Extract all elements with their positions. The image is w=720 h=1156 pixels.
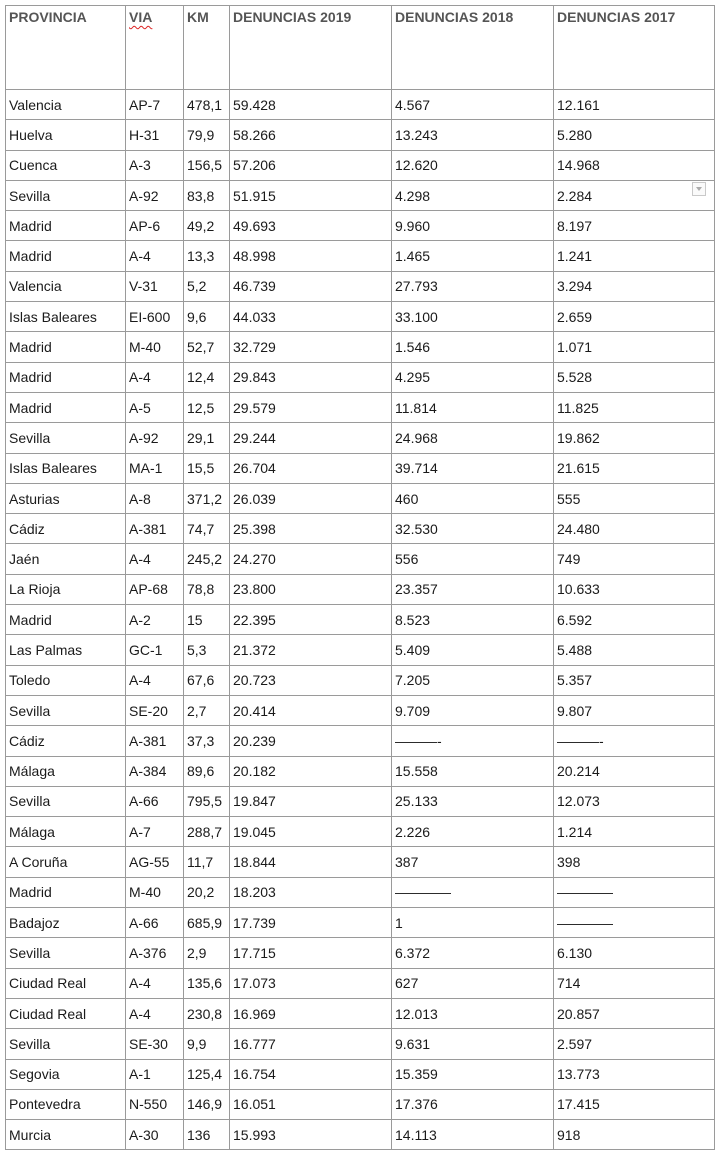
cell-km[interactable]: 15,5 [184, 453, 230, 483]
cell-via[interactable]: A-4 [126, 968, 184, 998]
header-denuncias-2018[interactable]: DENUNCIAS 2018 [392, 6, 554, 90]
table-row [6, 514, 715, 544]
cell-km[interactable]: 146,9 [184, 1089, 230, 1119]
cell-provincia[interactable]: Málaga [6, 756, 126, 786]
cell-via[interactable]: A-3 [126, 150, 184, 180]
cell-denuncias-2019[interactable]: 48.998 [230, 241, 392, 271]
table-row [6, 483, 715, 513]
cell-denuncias-2017[interactable]: 20.214 [554, 756, 715, 786]
cell-provincia[interactable]: Pontevedra [6, 1089, 126, 1119]
cell-denuncias-2018[interactable]: 4.298 [392, 180, 554, 210]
cell-denuncias-2018[interactable]: 13.243 [392, 120, 554, 150]
cell-provincia[interactable]: Cádiz [6, 726, 126, 756]
cell-denuncias-2019[interactable]: 32.729 [230, 332, 392, 362]
cell-via[interactable]: SE-30 [126, 1029, 184, 1059]
cell-denuncias-2019[interactable]: 17.715 [230, 938, 392, 968]
cell-denuncias-2017[interactable]: 12.161 [554, 90, 715, 120]
table-row [6, 302, 715, 332]
table-row [6, 877, 715, 907]
cell-provincia[interactable]: Madrid [6, 392, 126, 422]
table-row [6, 1029, 715, 1059]
cell-provincia[interactable]: Sevilla [6, 695, 126, 725]
cell-provincia[interactable]: Toledo [6, 665, 126, 695]
cell-denuncias-2019[interactable]: 58.266 [230, 120, 392, 150]
cell-denuncias-2017[interactable]: 10.633 [554, 574, 715, 604]
table-row [6, 332, 715, 362]
table-row [6, 665, 715, 695]
cell-denuncias-2019[interactable]: 23.800 [230, 574, 392, 604]
cell-km[interactable]: 136 [184, 1120, 230, 1150]
cell-via[interactable]: A-4 [126, 362, 184, 392]
cell-provincia[interactable]: Madrid [6, 362, 126, 392]
cell-denuncias-2018[interactable]: 23.357 [392, 574, 554, 604]
cell-denuncias-2018[interactable]: 460 [392, 483, 554, 513]
cell-denuncias-2017[interactable]: 555 [554, 483, 715, 513]
cell-km[interactable]: 5,2 [184, 271, 230, 301]
cell-denuncias-2018[interactable]: 27.793 [392, 271, 554, 301]
cell-denuncias-2019[interactable]: 44.033 [230, 302, 392, 332]
table-row [6, 998, 715, 1028]
cell-km[interactable]: 288,7 [184, 817, 230, 847]
cell-denuncias-2019[interactable]: 51.915 [230, 180, 392, 210]
cell-via[interactable]: EI-600 [126, 302, 184, 332]
cell-provincia[interactable]: Murcia [6, 1120, 126, 1150]
cell-denuncias-2017[interactable]: 14.968 [554, 150, 715, 180]
cell-denuncias-2018[interactable]: 9.631 [392, 1029, 554, 1059]
cell-km[interactable]: 37,3 [184, 726, 230, 756]
cell-km[interactable]: 67,6 [184, 665, 230, 695]
cell-denuncias-2018[interactable]: 8.523 [392, 605, 554, 635]
table-row [6, 1120, 715, 1150]
cell-denuncias-2018[interactable]: 14.113 [392, 1120, 554, 1150]
cell-denuncias-2017[interactable]: 6.592 [554, 605, 715, 635]
cell-km[interactable]: 245,2 [184, 544, 230, 574]
cell-denuncias-2019[interactable]: 16.969 [230, 998, 392, 1028]
cell-denuncias-2018[interactable]: 1 [392, 908, 554, 938]
cell-denuncias-2019[interactable]: 21.372 [230, 635, 392, 665]
cell-denuncias-2017[interactable]: 19.862 [554, 423, 715, 453]
cell-via[interactable]: A-4 [126, 544, 184, 574]
cell-denuncias-2019[interactable]: 59.428 [230, 90, 392, 120]
cell-denuncias-2017[interactable]: 9.807 [554, 695, 715, 725]
table-row [6, 756, 715, 786]
cell-via[interactable]: A-4 [126, 665, 184, 695]
cell-provincia[interactable]: Madrid [6, 877, 126, 907]
cell-provincia[interactable]: Islas Baleares [6, 302, 126, 332]
header-denuncias-2019[interactable]: DENUNCIAS 2019 [230, 6, 392, 90]
table-row [6, 786, 715, 816]
cell-via[interactable]: M-40 [126, 877, 184, 907]
cell-denuncias-2017[interactable]: 17.415 [554, 1089, 715, 1119]
cell-denuncias-2018[interactable]: 9.960 [392, 211, 554, 241]
cell-via[interactable]: A-4 [126, 998, 184, 1028]
cell-denuncias-2017[interactable]: 12.073 [554, 786, 715, 816]
cell-denuncias-2019[interactable]: 26.704 [230, 453, 392, 483]
cell-via[interactable]: A-381 [126, 726, 184, 756]
cell-via[interactable]: SE-20 [126, 695, 184, 725]
cell-provincia[interactable]: Ciudad Real [6, 968, 126, 998]
cell-km[interactable]: 2,7 [184, 695, 230, 725]
cell-km[interactable]: 2,9 [184, 938, 230, 968]
cell-denuncias-2017[interactable]: 3.294 [554, 271, 715, 301]
cell-provincia[interactable]: Madrid [6, 332, 126, 362]
cell-denuncias-2019[interactable]: 17.739 [230, 908, 392, 938]
cell-provincia[interactable]: Sevilla [6, 180, 126, 210]
table-row [6, 453, 715, 483]
table-row [6, 1089, 715, 1119]
table-row [6, 938, 715, 968]
cell-denuncias-2019[interactable]: 46.739 [230, 271, 392, 301]
table-row [6, 120, 715, 150]
cell-via[interactable]: A-7 [126, 817, 184, 847]
table-row [6, 817, 715, 847]
cell-km[interactable]: 83,8 [184, 180, 230, 210]
cell-denuncias-2017[interactable]: 1.071 [554, 332, 715, 362]
cell-denuncias-2018[interactable]: 556 [392, 544, 554, 574]
cell-km[interactable]: 685,9 [184, 908, 230, 938]
cell-denuncias-2018[interactable]: 33.100 [392, 302, 554, 332]
header-denuncias-2017[interactable]: DENUNCIAS 2017 [554, 6, 715, 90]
cell-via[interactable]: A-4 [126, 241, 184, 271]
cell-km[interactable]: 156,5 [184, 150, 230, 180]
cell-provincia[interactable]: Sevilla [6, 423, 126, 453]
cell-denuncias-2018[interactable]: 15.558 [392, 756, 554, 786]
cell-denuncias-2017[interactable]: 2.597 [554, 1029, 715, 1059]
table-body [6, 90, 715, 1150]
cell-denuncias-2019[interactable]: 17.073 [230, 968, 392, 998]
cell-km[interactable]: 74,7 [184, 514, 230, 544]
cell-provincia[interactable]: Huelva [6, 120, 126, 150]
table-row [6, 574, 715, 604]
cell-denuncias-2018[interactable]: ———- [392, 726, 554, 756]
cell-km[interactable]: 5,3 [184, 635, 230, 665]
cell-denuncias-2019[interactable]: 19.045 [230, 817, 392, 847]
cell-denuncias-2017[interactable]: 13.773 [554, 1059, 715, 1089]
cell-km[interactable]: 135,6 [184, 968, 230, 998]
cell-via[interactable]: A-1 [126, 1059, 184, 1089]
cell-denuncias-2017[interactable]: 5.528 [554, 362, 715, 392]
cell-provincia[interactable]: Madrid [6, 241, 126, 271]
header-km[interactable]: KM [184, 6, 230, 90]
cell-denuncias-2017[interactable]: 20.857 [554, 998, 715, 1028]
cell-denuncias-2017[interactable]: ———— [554, 908, 715, 938]
cell-via[interactable]: A-381 [126, 514, 184, 544]
cell-denuncias-2018[interactable]: 1.546 [392, 332, 554, 362]
header-via[interactable] [126, 6, 184, 90]
cell-denuncias-2017[interactable]: 749 [554, 544, 715, 574]
cell-via[interactable]: A-92 [126, 423, 184, 453]
cell-km[interactable]: 125,4 [184, 1059, 230, 1089]
cell-denuncias-2018[interactable]: 7.205 [392, 665, 554, 695]
table-row [6, 423, 715, 453]
cell-denuncias-2019[interactable]: 20.414 [230, 695, 392, 725]
cell-denuncias-2018[interactable]: 25.133 [392, 786, 554, 816]
table-row [6, 392, 715, 422]
cell-via[interactable]: AP-7 [126, 90, 184, 120]
table-row [6, 695, 715, 725]
table-row [6, 180, 715, 210]
cell-km[interactable]: 20,2 [184, 877, 230, 907]
cell-provincia[interactable]: Sevilla [6, 938, 126, 968]
cell-provincia[interactable]: A Coruña [6, 847, 126, 877]
cell-denuncias-2019[interactable]: 20.723 [230, 665, 392, 695]
cell-km[interactable]: 11,7 [184, 847, 230, 877]
cell-denuncias-2018[interactable]: 11.814 [392, 392, 554, 422]
cell-provincia[interactable]: Islas Baleares [6, 453, 126, 483]
cell-provincia[interactable]: Madrid [6, 211, 126, 241]
cell-via[interactable]: N-550 [126, 1089, 184, 1119]
cell-denuncias-2017[interactable]: ———- [554, 726, 715, 756]
cell-denuncias-2017[interactable]: 5.357 [554, 665, 715, 695]
table-row [6, 1059, 715, 1089]
cell-via[interactable]: M-40 [126, 332, 184, 362]
cell-via[interactable]: AP-68 [126, 574, 184, 604]
cell-km[interactable]: 89,6 [184, 756, 230, 786]
table-row [6, 150, 715, 180]
table-row [6, 211, 715, 241]
cell-km[interactable]: 12,4 [184, 362, 230, 392]
table-row [6, 241, 715, 271]
cell-denuncias-2017[interactable]: 5.488 [554, 635, 715, 665]
cell-denuncias-2019[interactable]: 26.039 [230, 483, 392, 513]
cell-provincia[interactable]: Las Palmas [6, 635, 126, 665]
cell-provincia[interactable]: Málaga [6, 817, 126, 847]
header-row [6, 6, 715, 90]
cell-denuncias-2018[interactable]: 6.372 [392, 938, 554, 968]
cell-denuncias-2019[interactable]: 20.182 [230, 756, 392, 786]
cell-km[interactable]: 371,2 [184, 483, 230, 513]
cell-denuncias-2018[interactable]: 32.530 [392, 514, 554, 544]
table-row [6, 271, 715, 301]
cell-via[interactable]: GC-1 [126, 635, 184, 665]
cell-denuncias-2017[interactable]: 21.615 [554, 453, 715, 483]
cell-via[interactable]: A-92 [126, 180, 184, 210]
cell-km[interactable]: 29,1 [184, 423, 230, 453]
table-row [6, 968, 715, 998]
table-row [6, 362, 715, 392]
table-row [6, 605, 715, 635]
cell-denuncias-2018[interactable]: 39.714 [392, 453, 554, 483]
cell-provincia[interactable]: Asturias [6, 483, 126, 513]
cell-denuncias-2017[interactable]: ———— [554, 877, 715, 907]
cell-denuncias-2018[interactable]: ———— [392, 877, 554, 907]
cell-denuncias-2017[interactable]: 398 [554, 847, 715, 877]
cell-denuncias-2017[interactable]: 2.659 [554, 302, 715, 332]
cell-provincia[interactable]: Cádiz [6, 514, 126, 544]
cell-denuncias-2017[interactable]: 8.197 [554, 211, 715, 241]
table-row [6, 90, 715, 120]
cell-denuncias-2018[interactable]: 9.709 [392, 695, 554, 725]
cell-via[interactable]: A-376 [126, 938, 184, 968]
cell-denuncias-2018[interactable]: 24.968 [392, 423, 554, 453]
cell-via[interactable]: A-5 [126, 392, 184, 422]
road-complaints-table [5, 5, 715, 1150]
header-provincia[interactable]: PROVINCIA [6, 6, 126, 90]
cell-km[interactable]: 478,1 [184, 90, 230, 120]
cell-via[interactable]: AP-6 [126, 211, 184, 241]
cell-km[interactable]: 78,8 [184, 574, 230, 604]
cell-denuncias-2019[interactable]: 29.843 [230, 362, 392, 392]
cell-via[interactable]: AG-55 [126, 847, 184, 877]
cell-provincia[interactable]: Ciudad Real [6, 998, 126, 1028]
cell-denuncias-2018[interactable]: 5.409 [392, 635, 554, 665]
cell-denuncias-2019[interactable]: 49.693 [230, 211, 392, 241]
cell-denuncias-2017[interactable]: 5.280 [554, 120, 715, 150]
cell-denuncias-2017[interactable]: 24.480 [554, 514, 715, 544]
cell-via[interactable]: A-66 [126, 786, 184, 816]
cell-denuncias-2017[interactable]: 2.284 [554, 180, 715, 210]
cell-denuncias-2019[interactable]: 22.395 [230, 605, 392, 635]
cell-provincia[interactable]: Jaén [6, 544, 126, 574]
cell-provincia[interactable]: Madrid [6, 605, 126, 635]
cell-denuncias-2019[interactable]: 20.239 [230, 726, 392, 756]
cell-denuncias-2019[interactable]: 15.993 [230, 1120, 392, 1150]
cell-via[interactable]: A-30 [126, 1120, 184, 1150]
cell-km[interactable]: 795,5 [184, 786, 230, 816]
cell-denuncias-2019[interactable]: 16.051 [230, 1089, 392, 1119]
table-row [6, 544, 715, 574]
cell-denuncias-2018[interactable]: 387 [392, 847, 554, 877]
cell-denuncias-2018[interactable]: 2.226 [392, 817, 554, 847]
cell-provincia[interactable]: Valencia [6, 90, 126, 120]
cell-provincia[interactable]: Sevilla [6, 1029, 126, 1059]
table-header [6, 6, 715, 90]
cell-via[interactable]: MA-1 [126, 453, 184, 483]
cell-denuncias-2017[interactable]: 714 [554, 968, 715, 998]
header-via-label: VIA [129, 9, 153, 25]
cell-provincia[interactable]: Badajoz [6, 908, 126, 938]
cell-km[interactable]: 15 [184, 605, 230, 635]
cell-via[interactable]: H-31 [126, 120, 184, 150]
cell-via[interactable]: V-31 [126, 271, 184, 301]
cell-denuncias-2019[interactable]: 29.579 [230, 392, 392, 422]
cell-via[interactable]: A-2 [126, 605, 184, 635]
cell-denuncias-2019[interactable]: 16.754 [230, 1059, 392, 1089]
cell-km[interactable]: 230,8 [184, 998, 230, 1028]
cell-denuncias-2017[interactable]: 6.130 [554, 938, 715, 968]
cell-denuncias-2018[interactable]: 4.295 [392, 362, 554, 392]
cell-km[interactable]: 52,7 [184, 332, 230, 362]
cell-provincia[interactable]: La Rioja [6, 574, 126, 604]
cell-denuncias-2019[interactable]: 18.203 [230, 877, 392, 907]
cell-denuncias-2017[interactable]: 1.241 [554, 241, 715, 271]
cell-denuncias-2017[interactable]: 11.825 [554, 392, 715, 422]
cell-via[interactable]: A-384 [126, 756, 184, 786]
cell-denuncias-2018[interactable]: 1.465 [392, 241, 554, 271]
cell-denuncias-2018[interactable]: 4.567 [392, 90, 554, 120]
cell-km[interactable]: 9,6 [184, 302, 230, 332]
cell-via[interactable]: A-8 [126, 483, 184, 513]
table-row [6, 908, 715, 938]
cell-denuncias-2019[interactable]: 24.270 [230, 544, 392, 574]
cell-denuncias-2019[interactable]: 57.206 [230, 150, 392, 180]
document-body [5, 5, 715, 1150]
cell-denuncias-2019[interactable]: 16.777 [230, 1029, 392, 1059]
cell-denuncias-2017[interactable]: 1.214 [554, 817, 715, 847]
chevron-down-icon[interactable] [692, 182, 706, 196]
cell-denuncias-2018[interactable]: 17.376 [392, 1089, 554, 1119]
cell-via[interactable]: A-66 [126, 908, 184, 938]
cell-km[interactable]: 13,3 [184, 241, 230, 271]
table-row [6, 635, 715, 665]
cell-denuncias-2019[interactable]: 19.847 [230, 786, 392, 816]
cell-km[interactable]: 9,9 [184, 1029, 230, 1059]
cell-denuncias-2018[interactable]: 12.620 [392, 150, 554, 180]
cell-denuncias-2018[interactable]: 12.013 [392, 998, 554, 1028]
cell-denuncias-2018[interactable]: 15.359 [392, 1059, 554, 1089]
cell-denuncias-2019[interactable]: 29.244 [230, 423, 392, 453]
cell-km[interactable]: 12,5 [184, 392, 230, 422]
cell-denuncias-2019[interactable]: 18.844 [230, 847, 392, 877]
cell-provincia[interactable]: Cuenca [6, 150, 126, 180]
table-row [6, 726, 715, 756]
cell-km[interactable]: 49,2 [184, 211, 230, 241]
cell-provincia[interactable]: Valencia [6, 271, 126, 301]
cell-denuncias-2019[interactable]: 25.398 [230, 514, 392, 544]
cell-denuncias-2018[interactable]: 627 [392, 968, 554, 998]
cell-provincia[interactable]: Sevilla [6, 786, 126, 816]
cell-km[interactable]: 79,9 [184, 120, 230, 150]
cell-denuncias-2017[interactable]: 918 [554, 1120, 715, 1150]
table-row [6, 847, 715, 877]
cell-provincia[interactable]: Segovia [6, 1059, 126, 1089]
